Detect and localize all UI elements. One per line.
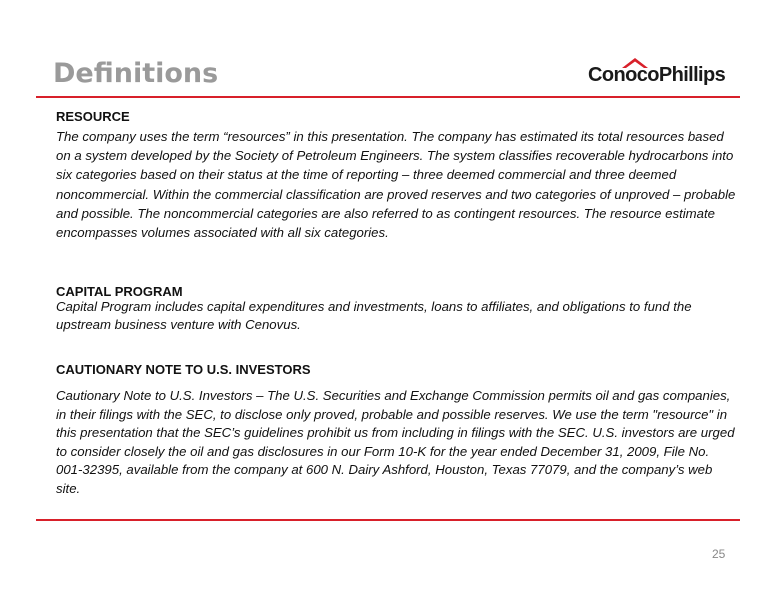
page-number: 25 [712,547,726,561]
cautionary-note-heading: CAUTIONARY NOTE TO U.S. INVESTORS [56,362,311,377]
cautionary-note-body: Cautionary Note to U.S. Investors – The U.S. Securities and Exchange Commission permits oil and gas companies, in their filings with the SEC, to disclose only proved, probable and possible reserves. We use the term "resource" in this presentation that the SEC’s guidelines prohibit us from including in filings with the SEC. U.S. investors are urged to consider closely the oil and gas disclosures in our Form 10-K for the year ended December 31, 2009, File No. 001-32395, available from the company at 600 N. Dairy Ashford, Houston, Texas 77079, and the company’s web site. [56,388,735,496]
company-logo [588,56,728,92]
capital-program-body: Capital Program includes capital expenditures and investments, loans to affiliates, and obligations to fund the upstream business venture with Cenovus. [56,299,692,332]
resource-heading: RESOURCE [56,109,130,124]
footer-divider [36,519,740,521]
capital-program-heading: CAPITAL PROGRAM [56,284,183,299]
logo-wordmark: ConocoPhillips [588,64,726,86]
page-title: Definitions [53,58,219,89]
header-divider [36,96,740,98]
resource-body: The company uses the term “resources” in this presentation. The company has estimated its total resources based on a system developed by the Society of Petroleum Engineers. The system classifies recoverable hydrocarbons into six categories based on their status at the time of reporting – three deemed commercial and three deemed noncommercial. Within the commercial classification are proved reserves and two categories of unproved – probable and possible. The noncommercial categories are also referred to as contingent resources. The resource estimate encompasses volumes associated with all six categories. [56,129,736,241]
